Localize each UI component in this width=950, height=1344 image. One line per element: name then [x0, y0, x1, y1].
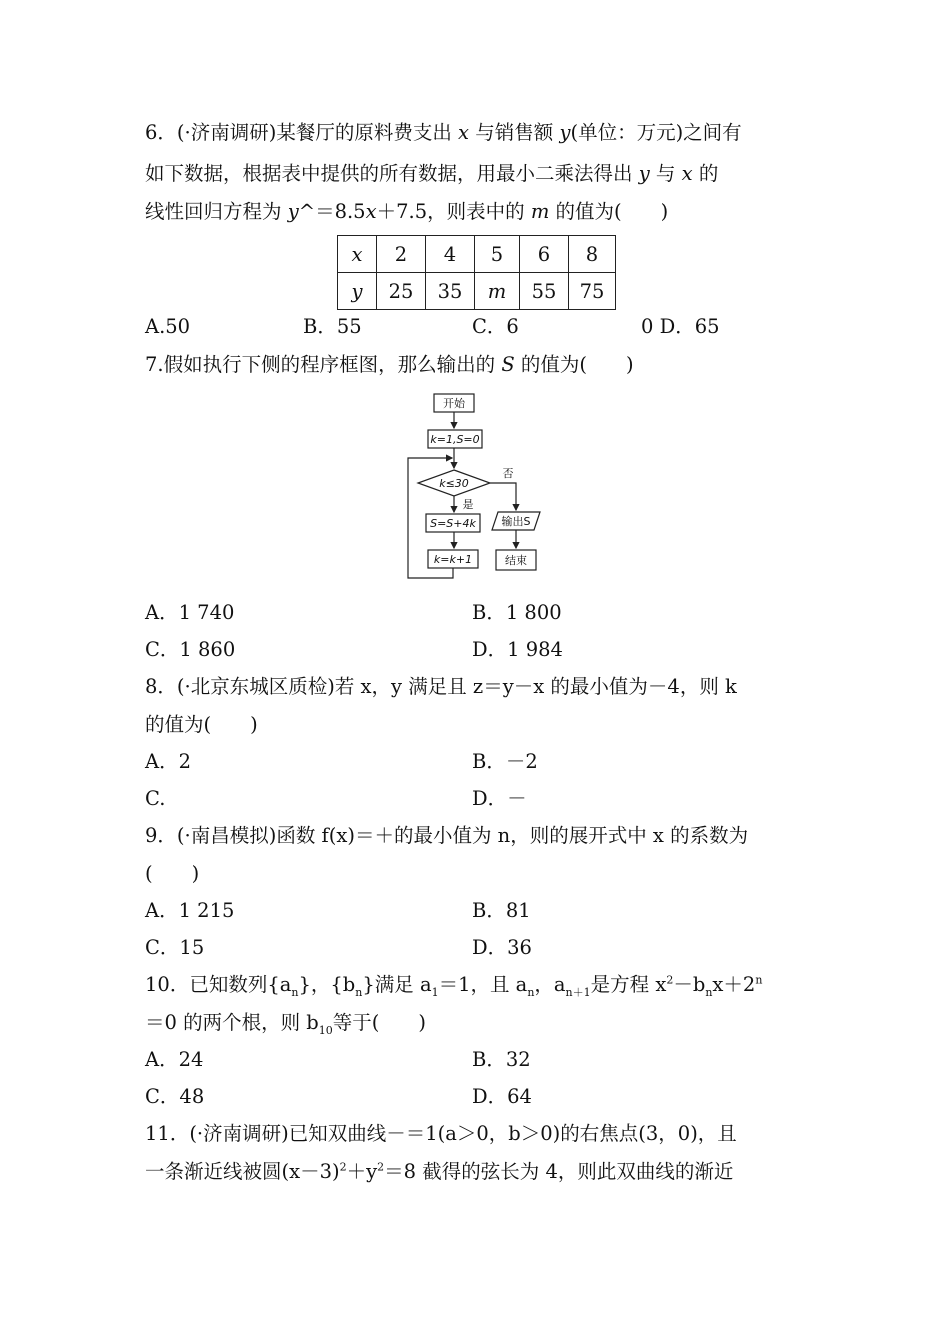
q6-line1: 6．(·济南调研)某餐厅的原料费支出 x 与销售额 y(单位：万元)之间有 — [145, 121, 742, 144]
q10-option-b[interactable]: B．32 — [472, 1048, 531, 1071]
q8-option-c[interactable]: C. — [145, 787, 166, 810]
table-cell: m — [475, 273, 520, 310]
table-cell: 55 — [520, 273, 569, 310]
q6-option-a[interactable]: A.50 — [145, 315, 191, 338]
table-cell: 2 — [377, 236, 426, 273]
flow-init-label: k=1,S=0 — [430, 433, 480, 446]
q10-option-d[interactable]: D．64 — [472, 1085, 532, 1108]
table-cell: 6 — [520, 236, 569, 273]
q9-option-c[interactable]: C．15 — [145, 936, 205, 959]
q6-option-b[interactable]: B．55 — [303, 315, 362, 338]
q10-line1: 10．已知数列$\{a_n\}$，$\{b_n\}$满足 $a_1=1$，且 $a_n$，$a_{n+1}$是方程 $x^2-b_nx+2^n$ — [145, 973, 763, 999]
q10-option-c[interactable]: C．48 — [145, 1085, 205, 1108]
table-cell: 8 — [569, 236, 616, 273]
q10-option-a[interactable]: A．24 — [145, 1048, 204, 1071]
table-cell: 4 — [426, 236, 475, 273]
q10-line2: ＝0 的两个根，则 $b_{10}$等于( ) — [145, 1011, 427, 1037]
flow-end-label: 结束 — [505, 554, 527, 567]
q7-option-a[interactable]: A．1 740 — [145, 601, 235, 624]
q7-line1: 7.假如执行下侧的程序框图，那么输出的 S 的值为( ) — [145, 353, 634, 376]
q11-line2: 一条渐近线被圆$(x-3)^2+y^2=8$ 截得的弦长为 4，则此双曲线的渐近 — [145, 1160, 734, 1183]
q9-line2: ( ) — [145, 862, 200, 885]
q9-option-b[interactable]: B．81 — [472, 899, 531, 922]
q7-option-d[interactable]: D．1 984 — [472, 638, 563, 661]
q11-line1: 11．(·济南调研)已知双曲线－＝1(a＞0，b＞0)的右焦点(3，0)，且 — [145, 1122, 737, 1145]
q8-line2: 的值为( ) — [145, 713, 258, 736]
q6-data-table — [337, 235, 616, 310]
q7-option-b[interactable]: B．1 800 — [472, 601, 562, 624]
q9-option-a[interactable]: A．1 215 — [145, 899, 235, 922]
table-row-x — [338, 236, 616, 273]
q8-option-d[interactable]: D．－ — [472, 787, 527, 810]
q8-option-b[interactable]: B．－2 — [472, 750, 538, 773]
flow-output-label: 输出S — [501, 515, 531, 528]
q6-option-d[interactable]: 0 D．65 — [641, 315, 720, 338]
table-cell: x — [338, 236, 377, 273]
flow-cond-label: k≤30 — [439, 477, 469, 490]
flow-yes-label: 是 — [462, 498, 474, 511]
q8-option-a[interactable]: A．2 — [145, 750, 191, 773]
flow-step2-label: k=k+1 — [433, 553, 473, 566]
flow-start-label: 开始 — [443, 397, 465, 410]
table-row-y — [338, 273, 616, 310]
table-cell: y — [338, 273, 377, 310]
table-cell: 25 — [377, 273, 426, 310]
table-cell: 35 — [426, 273, 475, 310]
flow-no-label: 否 — [502, 467, 514, 480]
q6-option-c[interactable]: C．6 — [472, 315, 519, 338]
q6-line2: 如下数据，根据表中提供的所有数据，用最小二乘法得出 y 与 x 的 — [145, 162, 719, 185]
q9-line1: 9．(·南昌模拟)函数 f(x)＝＋的最小值为 n，则的展开式中 x 的系数为 — [145, 824, 749, 847]
table-cell: 75 — [569, 273, 616, 310]
q7-option-c[interactable]: C．1 860 — [145, 638, 236, 661]
flow-step1-label: S=S+4k — [430, 517, 476, 530]
q7-flowchart — [400, 388, 560, 583]
q9-option-d[interactable]: D．36 — [472, 936, 532, 959]
table-cell: 5 — [475, 236, 520, 273]
q8-line1: 8．(·北京东城区质检)若 x，y 满足且 z＝y－x 的最小值为－4，则 k — [145, 675, 737, 698]
q6-line3: 线性回归方程为 y^＝8.5x＋7.5，则表中的 m 的值为( ) — [145, 200, 669, 223]
